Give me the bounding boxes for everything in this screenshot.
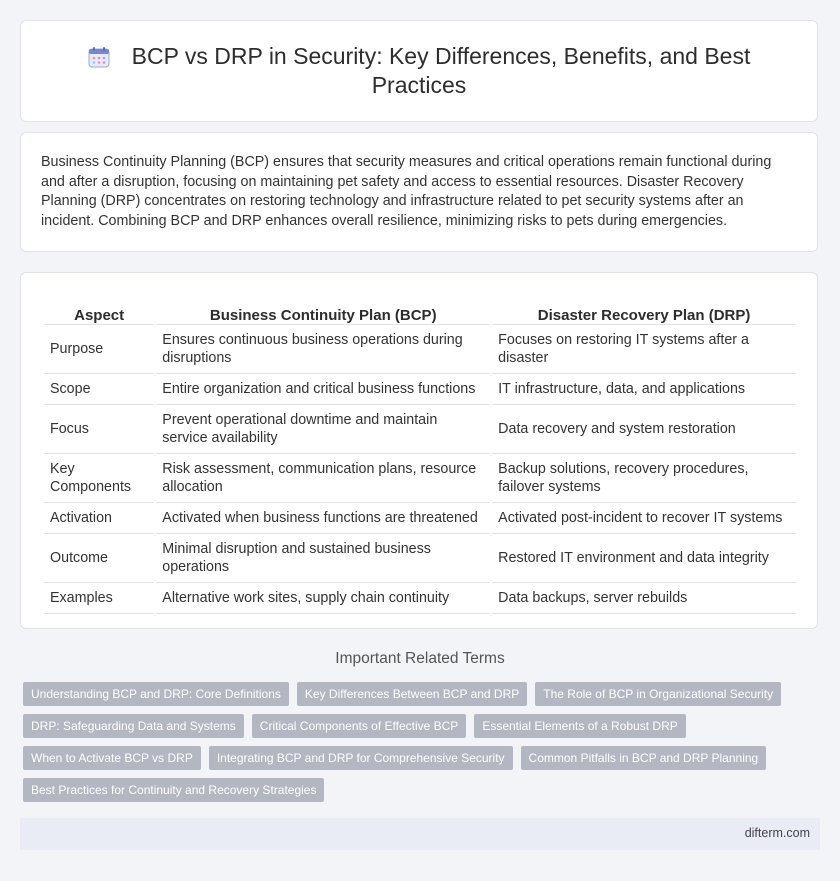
- title-card: [20, 20, 818, 122]
- table-row: [44, 405, 796, 454]
- drp-cell: Data backups, server rebuilds: [492, 583, 796, 614]
- drp-cell: Focuses on restoring IT systems after a disaster: [492, 325, 796, 374]
- bcp-cell: Ensures continuous business operations during disruptions: [156, 325, 490, 374]
- bcp-cell: Entire organization and critical business functions: [156, 374, 490, 405]
- related-terms-title: Important Related Terms: [335, 650, 505, 667]
- related-term-tag[interactable]: Essential Elements of a Robust DRP: [474, 714, 685, 738]
- drp-cell: IT infrastructure, data, and applications: [492, 374, 796, 405]
- bcp-cell: Activated when business functions are threatened: [156, 503, 490, 534]
- comparison-table: [42, 293, 798, 614]
- table-row: [44, 534, 796, 583]
- bcp-cell: Minimal disruption and sustained business operations: [156, 534, 490, 583]
- footer-site[interactable]: difterm.com: [744, 826, 810, 840]
- intro-text: Business Continuity Planning (BCP) ensures that security measures and critical operations remain functional during and after a disruption, focusing on maintaining pet safety and access to essential resources. Disaster Recovery Planning (DRP) concentrates on restoring technology and infrastructure related to pet security systems after an incident. Combining BCP and DRP enhances overall resilience, minimizing risks to pets during emergencies.: [41, 154, 772, 229]
- table-header-row: [44, 293, 796, 325]
- header-drp: Disaster Recovery Plan (DRP): [492, 293, 796, 325]
- comparison-card: [20, 272, 818, 629]
- drp-cell: Restored IT environment and data integrity: [492, 534, 796, 583]
- page-title-row: [21, 21, 817, 121]
- table-row: [44, 374, 796, 405]
- drp-cell: Activated post-incident to recover IT systems: [492, 503, 796, 534]
- footer: [20, 818, 820, 850]
- aspect-cell: Scope: [44, 374, 154, 405]
- intro-card: [20, 132, 818, 252]
- bcp-cell: Risk assessment, communication plans, resource allocation: [156, 454, 490, 503]
- related-term-tag[interactable]: Common Pitfalls in BCP and DRP Planning: [521, 746, 767, 770]
- header-bcp: Business Continuity Plan (BCP): [156, 293, 490, 325]
- drp-cell: Data recovery and system restoration: [492, 405, 796, 454]
- header-aspect: Aspect: [44, 293, 154, 325]
- related-term-tag[interactable]: Best Practices for Continuity and Recovery Strategies: [23, 778, 324, 802]
- related-term-tag[interactable]: Integrating BCP and DRP for Comprehensive Security: [209, 746, 513, 770]
- related-terms-list: [23, 682, 813, 810]
- bcp-cell: Alternative work sites, supply chain continuity: [156, 583, 490, 614]
- bcp-cell: Prevent operational downtime and maintain service availability: [156, 405, 490, 454]
- aspect-cell: Outcome: [44, 534, 154, 583]
- related-term-tag[interactable]: The Role of BCP in Organizational Security: [535, 682, 781, 706]
- related-term-tag[interactable]: Understanding BCP and DRP: Core Definitions: [23, 682, 289, 706]
- aspect-cell: Examples: [44, 583, 154, 614]
- page-title: BCP vs DRP in Security: Key Differences, Benefits, and Best Practices: [131, 43, 751, 98]
- table-row: [44, 503, 796, 534]
- aspect-cell: Focus: [44, 405, 154, 454]
- drp-cell: Backup solutions, recovery procedures, failover systems: [492, 454, 796, 503]
- aspect-cell: Purpose: [44, 325, 154, 374]
- calendar-icon: [88, 46, 110, 68]
- related-term-tag[interactable]: Key Differences Between BCP and DRP: [297, 682, 527, 706]
- related-term-tag[interactable]: When to Activate BCP vs DRP: [23, 746, 201, 770]
- table-row: [44, 583, 796, 614]
- aspect-cell: Activation: [44, 503, 154, 534]
- table-row: [44, 325, 796, 374]
- related-term-tag[interactable]: DRP: Safeguarding Data and Systems: [23, 714, 244, 738]
- related-term-tag[interactable]: Critical Components of Effective BCP: [252, 714, 467, 738]
- aspect-cell: Key Components: [44, 454, 154, 503]
- table-row: [44, 454, 796, 503]
